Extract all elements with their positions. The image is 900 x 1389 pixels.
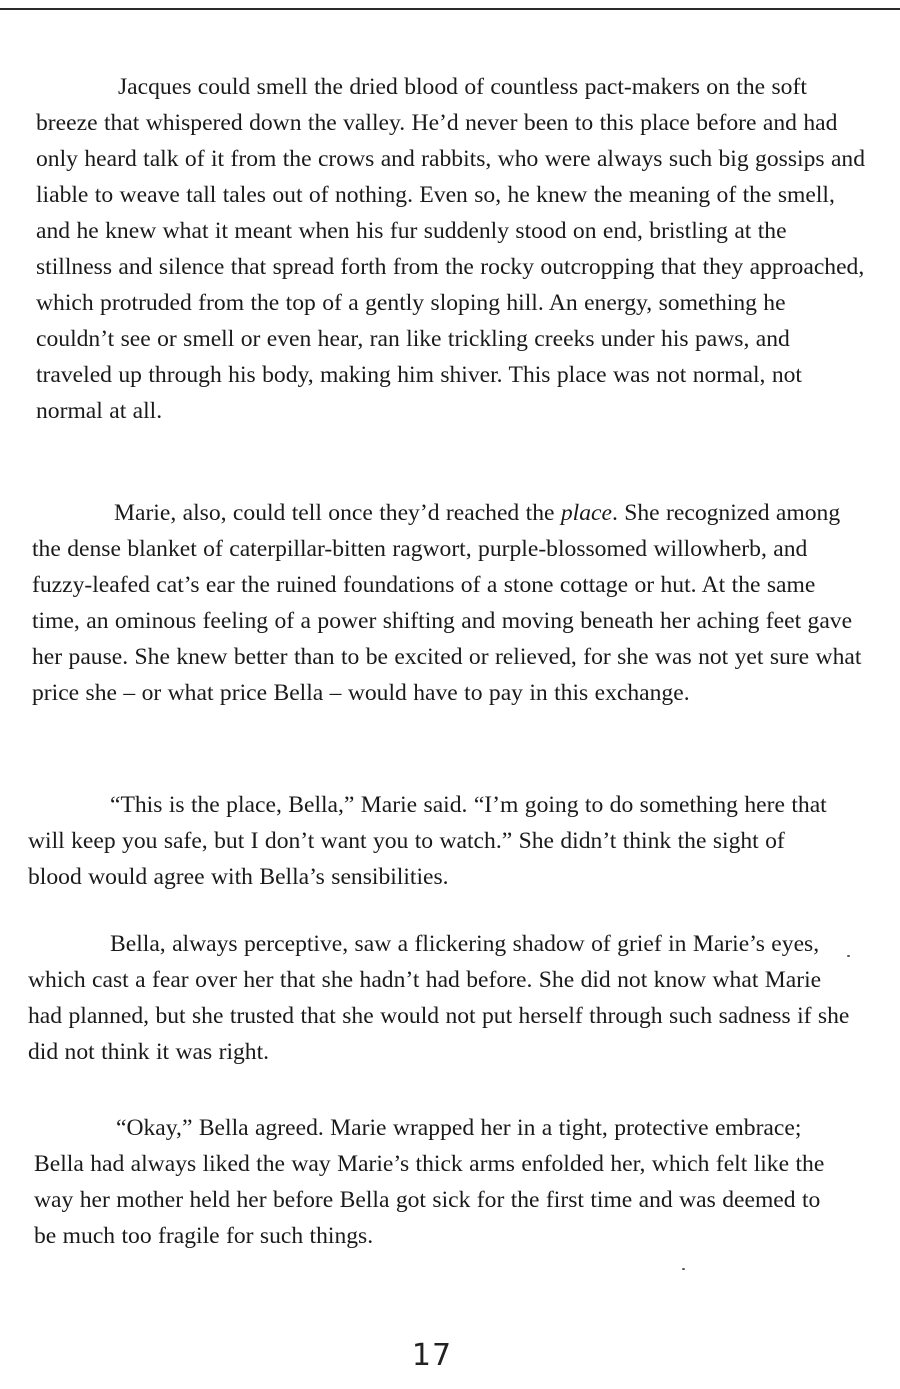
paragraph-bella-perceptive: Bella, always perceptive, saw a flickering shadow of grief in Marie’s eyes, which cast a fear over her that she hadn’t had before. She did not know what Marie had planned, but she trusted that she would not put herself through such sadness if she did not think it was right. [28, 931, 850, 1065]
scan-speck [682, 1268, 685, 1270]
paragraph-marie-place-lead: Marie, also, could tell once they’d reached the [114, 500, 561, 526]
paragraph-marie-place-rest: . She recognized among the dense blanket of caterpillar-bitten ragwort, purple-blossomed willowherb, and fuzzy-leafed cat’s ear the ruined foundations of a stone cottage or hut. At the same time, an ominous feeling of a power shifting and moving beneath her aching feet gave her pause. She knew better than to be excited or relieved, for she was not yet sure what price she – or what price Bella – would have to pay in this exchange. [32, 500, 862, 706]
paragraph-marie-dialogue: “This is the place, Bella,” Marie said. “I’m going to do something here that will keep you safe, but I don’t want you to watch.” She didn’t think the sight of blood would agree with Bella’s sensibilities. [28, 792, 827, 890]
paragraph-bella-agreed: “Okay,” Bella agreed. Marie wrapped her in a tight, protective embrace; Bella had always liked the way Marie’s thick arms enfolded her, which felt like the way her mother held her before Bella got sick for the first time and was deemed to be much too fragile for such things. [34, 1115, 825, 1249]
paragraph-marie-place-emphasis: place [560, 500, 612, 526]
scan-speck [847, 955, 850, 957]
top-border-rule [0, 0, 900, 10]
paragraph-marie-place [32, 495, 862, 711]
paragraph-jacques: Jacques could smell the dried blood of countless pact-makers on the soft breeze that whispered down the valley. He’d never been to this place before and had only heard talk of it from the crows and rabbits, who were always such big gossips and liable to weave tall tales out of nothing. Even so, he knew the meaning of the smell, and he knew what it meant when his fur suddenly stood on end, bristling at the stillness and silence that spread forth from the rocky outcropping that they approached, which protruded from the top of a gently sloping hill. An energy, something he couldn’t see or smell or even hear, ran like trickling creeks under his paws, and traveled up through his body, making him shiver. This place was not normal, not normal at all. [36, 74, 866, 424]
page-number: 17 [411, 1338, 453, 1373]
